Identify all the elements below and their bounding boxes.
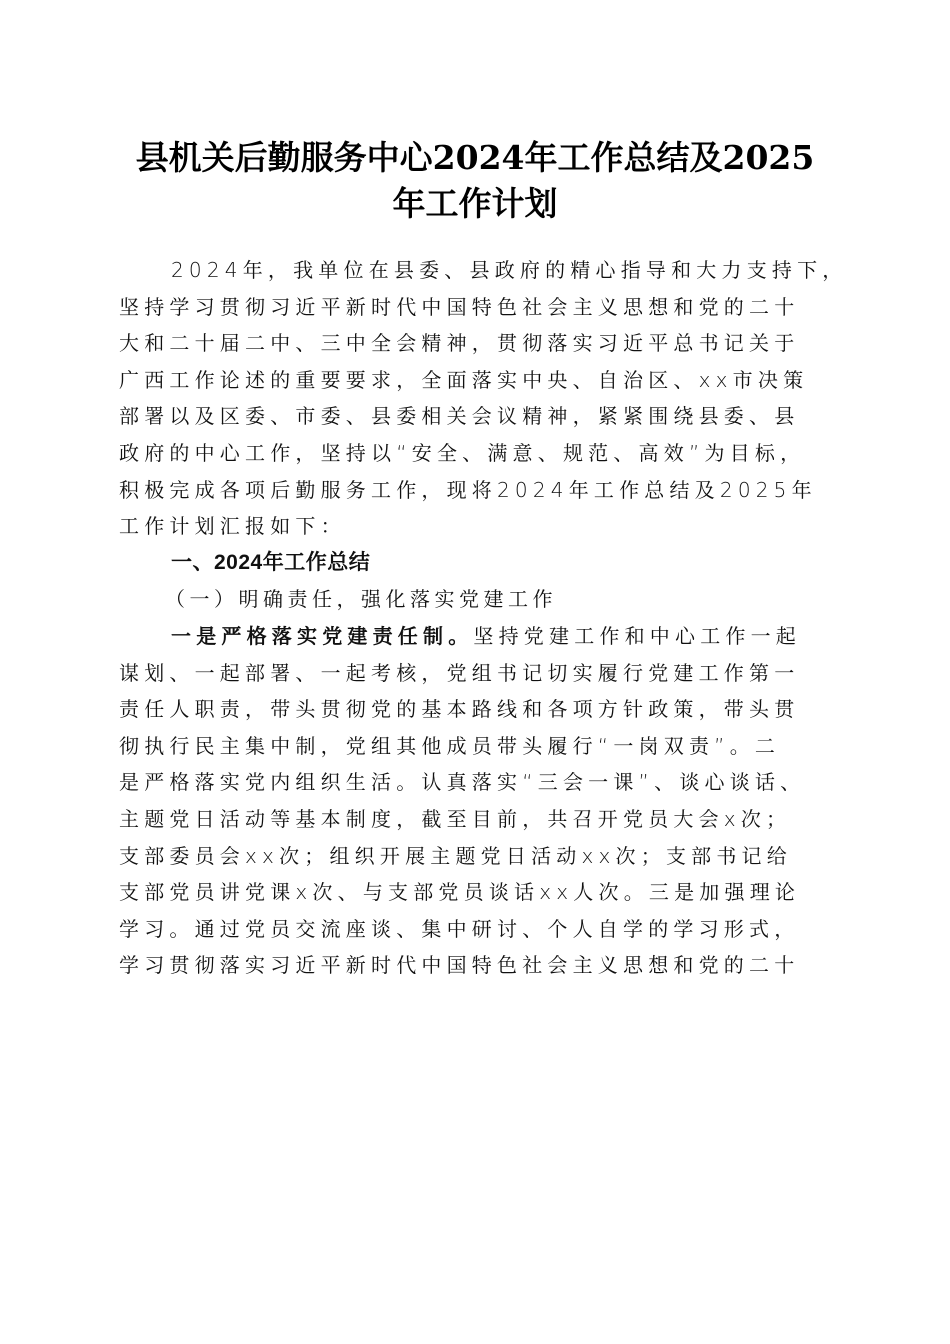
paragraph-line: 广西工作论述的重要要求，全面落实中央、自治区、xx市决策: [119, 367, 809, 392]
title-line-1: 县机关后勤服务中心2024年工作总结及2025: [135, 138, 815, 177]
paragraph-line: 坚持学习贯彻习近平新时代中国特色社会主义思想和党的二十: [119, 294, 800, 319]
paragraph-line: 支部党员讲党课x次、与支部党员谈话xx人次。三是加强理论: [119, 880, 801, 905]
paragraph-line: 学习贯彻落实习近平新时代中国特色社会主义思想和党的二十: [119, 953, 800, 978]
paragraph-line: 部署以及区委、市委、县委相关会议精神，紧紧围绕县委、县: [119, 404, 800, 429]
paragraph-line: 主题党日活动等基本制度，截至目前，共召开党员大会x次；: [119, 806, 792, 831]
paragraph-line-rest: 坚持党建工作和中心工作一起: [473, 623, 802, 648]
paragraph-line: [119, 618, 829, 655]
paragraph-line: 学习。通过党员交流座谈、集中研讨、个人自学的学习形式，: [119, 916, 800, 941]
paragraph-line: 谋划、一起部署、一起考核，党组书记切实履行党建工作第一: [119, 660, 800, 685]
document-body: [119, 252, 848, 984]
paragraph-line: 2024年，我单位在县委、县政府的精心指导和大力支持下，: [171, 258, 848, 282]
document-title: [60, 135, 890, 227]
title-line-2: 年工作计划: [392, 184, 558, 223]
paragraph-line: 政府的中心工作，坚持以“安全、满意、规范、高效”为目标，: [119, 440, 806, 465]
paragraph-line: 责任人职责，带头贯彻党的基本路线和各项方针政策，带头贯: [119, 697, 800, 722]
paragraph-line: 积极完成各项后勤服务工作，现将2024年工作总结及2025年: [119, 477, 817, 502]
paragraph-line: 工作计划汇报如下：: [119, 514, 346, 539]
section-heading: 一、2024年工作总结: [171, 550, 371, 574]
paragraph-line: 大和二十届二中、三中全会精神，贯彻落实习近平总书记关于: [119, 331, 800, 356]
subsection-heading: （一）明确责任，强化落实党建工作: [165, 587, 557, 612]
paragraph-lead-phrase: 一是严格落实党建责任制。: [171, 623, 474, 648]
paragraph-line: 是严格落实党内组织生活。认真落实“三会一课”、谈心谈话、: [119, 770, 806, 795]
paragraph-line: 支部委员会xx次；组织开展主题党日活动xx次；支部书记给: [119, 843, 792, 868]
intro-paragraph: [119, 252, 848, 545]
subsection-paragraph: [119, 618, 829, 984]
paragraph-line: 彻执行民主集中制，党组其他成员带头履行“一岗双责”。二: [119, 733, 781, 758]
